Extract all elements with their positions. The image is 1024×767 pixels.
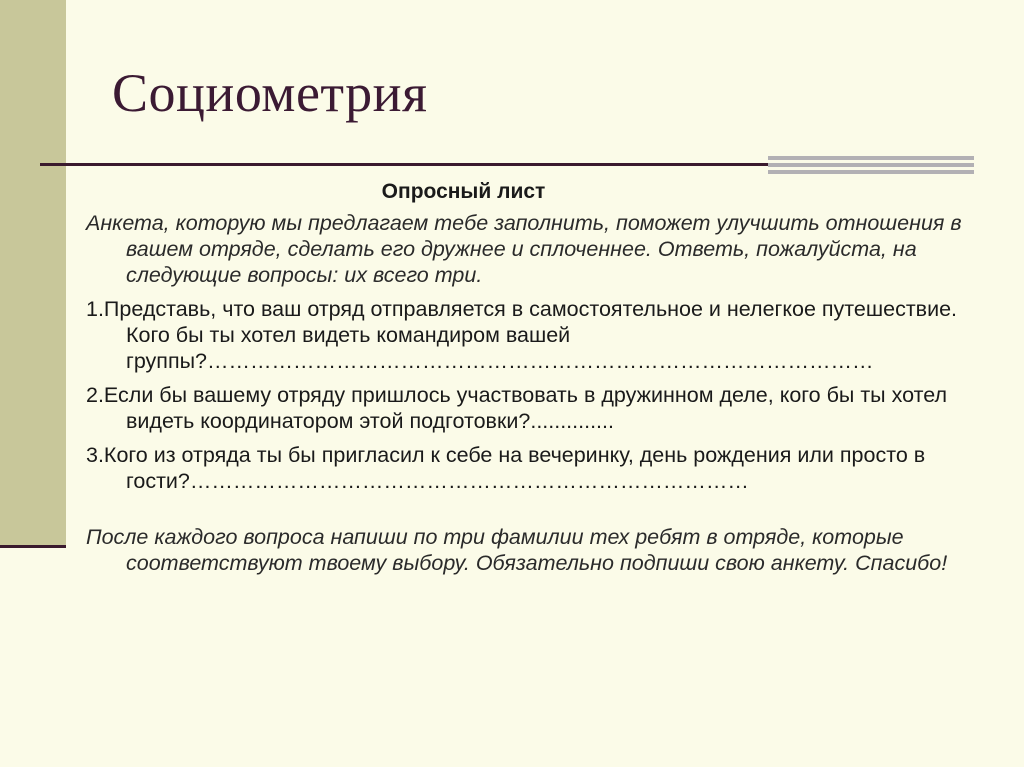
slide-title: Социометрия [112, 63, 428, 123]
question-2: 2.Если бы вашему отряду пришлось участвовать в дружинном деле, кого бы ты хотел видеть координатором этой подготовки?.............. [86, 383, 947, 433]
question-1: 1.Представь, что ваш отряд отправляется в самостоятельное и нелегкое путешествие. Кого бы ты хотел видеть командиром вашей группы?………………………………………………………………………………… [86, 297, 958, 373]
intro-paragraph: Анкета, которую мы предлагаем тебе заполнить, поможет улучшить отношения в вашем отряде, сделать его дружнее и сплоченнее. Ответь, пожалуйста, на следующие вопросы: их всего три. [86, 211, 962, 287]
subtitle: Опросный лист [381, 180, 546, 203]
side-accent-bar [0, 0, 66, 546]
title-divider-line [40, 163, 772, 166]
closing-paragraph: После каждого вопроса напиши по три фамилии тех ребят в отряде, которые соответствуют твоему выбору. Обязательно подпиши свою анкету. Спасибо! [86, 525, 948, 575]
question-3: 3.Кого из отряда ты бы пригласил к себе на вечеринку, день рождения или просто в гости?…………………………………………………………………… [86, 443, 926, 493]
side-bar-divider [0, 545, 66, 548]
slide-body [86, 180, 971, 584]
title-divider-accent [768, 156, 974, 178]
